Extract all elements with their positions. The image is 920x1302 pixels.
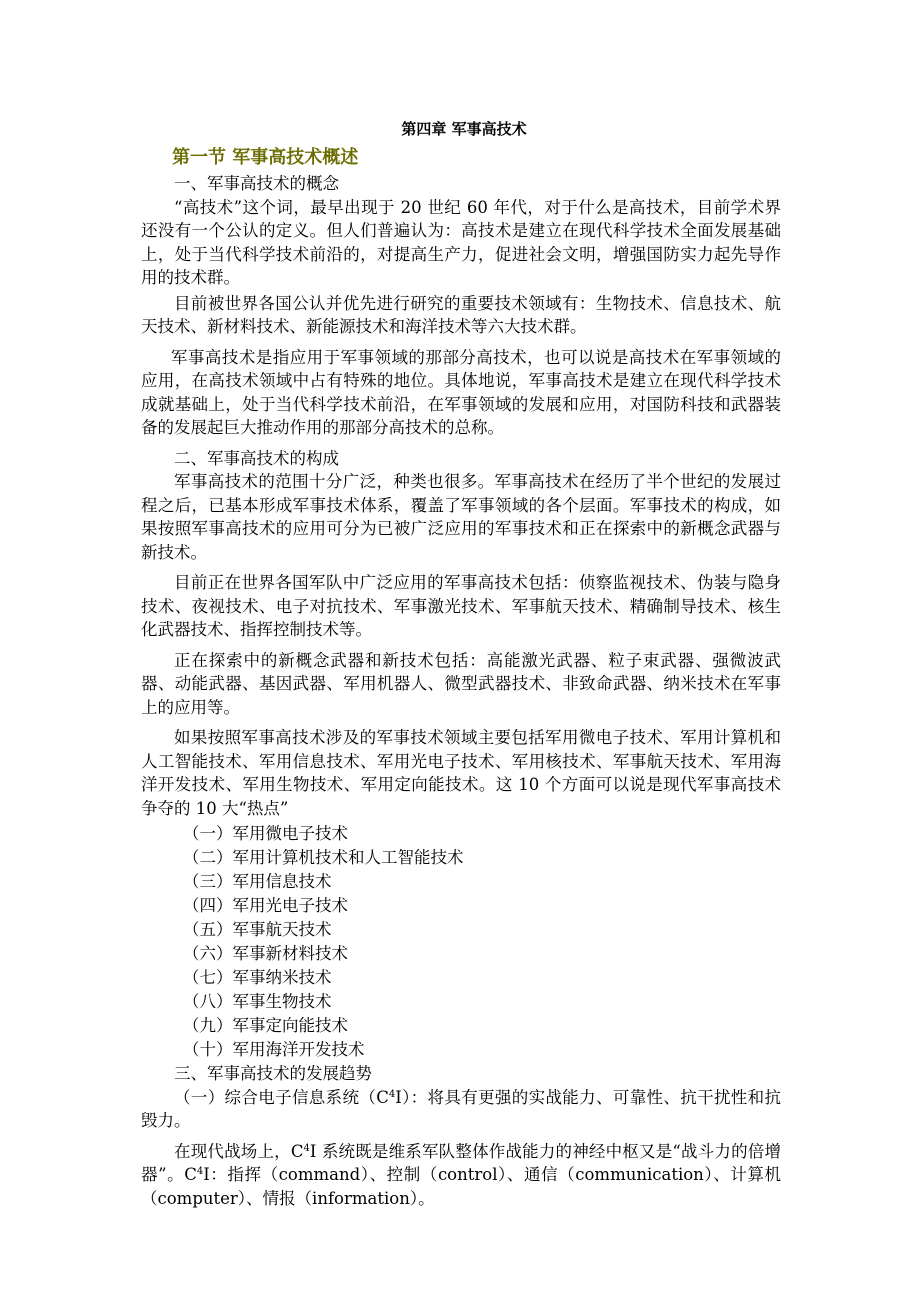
- heading-trends: 三、军事高技术的发展趋势: [174, 1064, 372, 1083]
- heading-composition: 二、军事高技术的构成: [174, 448, 339, 468]
- text-run: （一）综合电子信息系统（C: [174, 1087, 389, 1107]
- hotspot-list: [183, 822, 781, 1062]
- list-item: （四）军用光电子技术: [183, 896, 348, 915]
- paragraph-military-high-tech: 军事高技术是指应用于军事领域的那部分高技术，也可以说是高技术在军事领域的应用，在高技术领域中占有特殊的地位。具体地说，军事高技术是建立在现代科学技术成就基础上，处于当代科学技术前沿，在军事领域的发展和应用，对国防科技和武器装备的发展起巨大推动作用的那部分高技术的总称。: [141, 347, 781, 437]
- superscript: 4: [303, 1142, 310, 1154]
- text-run: 在现代战场上，C: [174, 1141, 304, 1161]
- paragraph-tech-groups: 目前被世界各国公认并优先进行研究的重要技术领域有：生物技术、信息技术、航天技术、新材料技术、新能源技术和海洋技术等六大技术群。: [141, 293, 781, 336]
- paragraph-definition: “高技术”这个词，最早出现于 20 世纪 60 年代，对于什么是高技术，目前学术界还没有一个公认的定义。但人们普遍认为：高技术是建立在现代科学技术全面发展基础上，处于当代科学技术前沿的，对提高生产力，促进社会文明，增强国防实力起先导作用的技术群。: [141, 197, 781, 287]
- paragraph-c4i-system: [141, 1086, 781, 1133]
- heading-concept: 一、军事高技术的概念: [174, 174, 339, 193]
- paragraph-c4i-definition: [141, 1140, 781, 1211]
- paragraph-hotspots: 如果按照军事高技术涉及的军事技术领域主要包括军用微电子技术、军用计算机和人工智能技术、军用信息技术、军用光电子技术、军用核技术、军事航天技术、军用海洋开发技术、军用生物技术、军用定向能技术。这 10 个方面可以说是现代军事高技术争夺的 10 大“热点”: [141, 728, 781, 818]
- document-page: [141, 118, 781, 1217]
- list-item: （三）军用信息技术: [183, 872, 332, 891]
- list-item: （二）军用计算机技术和人工智能技术: [183, 848, 464, 867]
- list-item: （五）军事航天技术: [183, 920, 332, 939]
- list-item: （九）军事定向能技术: [183, 1016, 348, 1035]
- text-run: I：指挥（command）、控制（control）、通信（communication）、计算机（computer）、情报（information）。: [141, 1165, 781, 1208]
- superscript: 4: [388, 1088, 396, 1100]
- text-run: I）：将具有更强的实战能力、可靠性、抗干扰性和抗毁力。: [141, 1087, 782, 1130]
- list-item: （六）军事新材料技术: [183, 944, 348, 963]
- text-run: I 系统既是维系军队整体作战能力的神经中枢又是“战斗力的倍增器”。C: [141, 1141, 781, 1184]
- paragraph-new-concept: 正在探索中的新概念武器和新技术包括：高能激光武器、粒子束武器、强微波武器、动能武器、基因武器、军用机器人、微型武器技术、非致命武器、纳米技术在军事上的应用等。: [141, 650, 781, 717]
- list-item: （十）军用海洋开发技术: [183, 1040, 365, 1059]
- superscript: 4: [196, 1166, 204, 1177]
- chapter-title: 第四章 军事高技术: [401, 120, 527, 138]
- paragraph-composition: 军事高技术的范围十分广泛，种类也很多。军事高技术在经历了半个世纪的发展过程之后，已基本形成军事技术体系，覆盖了军事领域的各个层面。军事技术的构成，如果按照军事高技术的应用可分为已被广泛应用的军事技术和正在探索中的新概念武器与新技术。: [141, 472, 781, 562]
- list-item: （七）军事纳米技术: [183, 968, 332, 987]
- section-title: 第一节 军事高技术概述: [172, 147, 359, 168]
- list-item: （一）军用微电子技术: [183, 824, 348, 843]
- list-item: （八）军事生物技术: [183, 992, 332, 1011]
- paragraph-applied-tech: 目前正在世界各国军队中广泛应用的军事高技术包括：侦察监视技术、伪装与隐身技术、夜视技术、电子对抗技术、军事激光技术、军事航天技术、精确制导技术、核生化武器技术、指挥控制技术等。: [141, 573, 781, 639]
